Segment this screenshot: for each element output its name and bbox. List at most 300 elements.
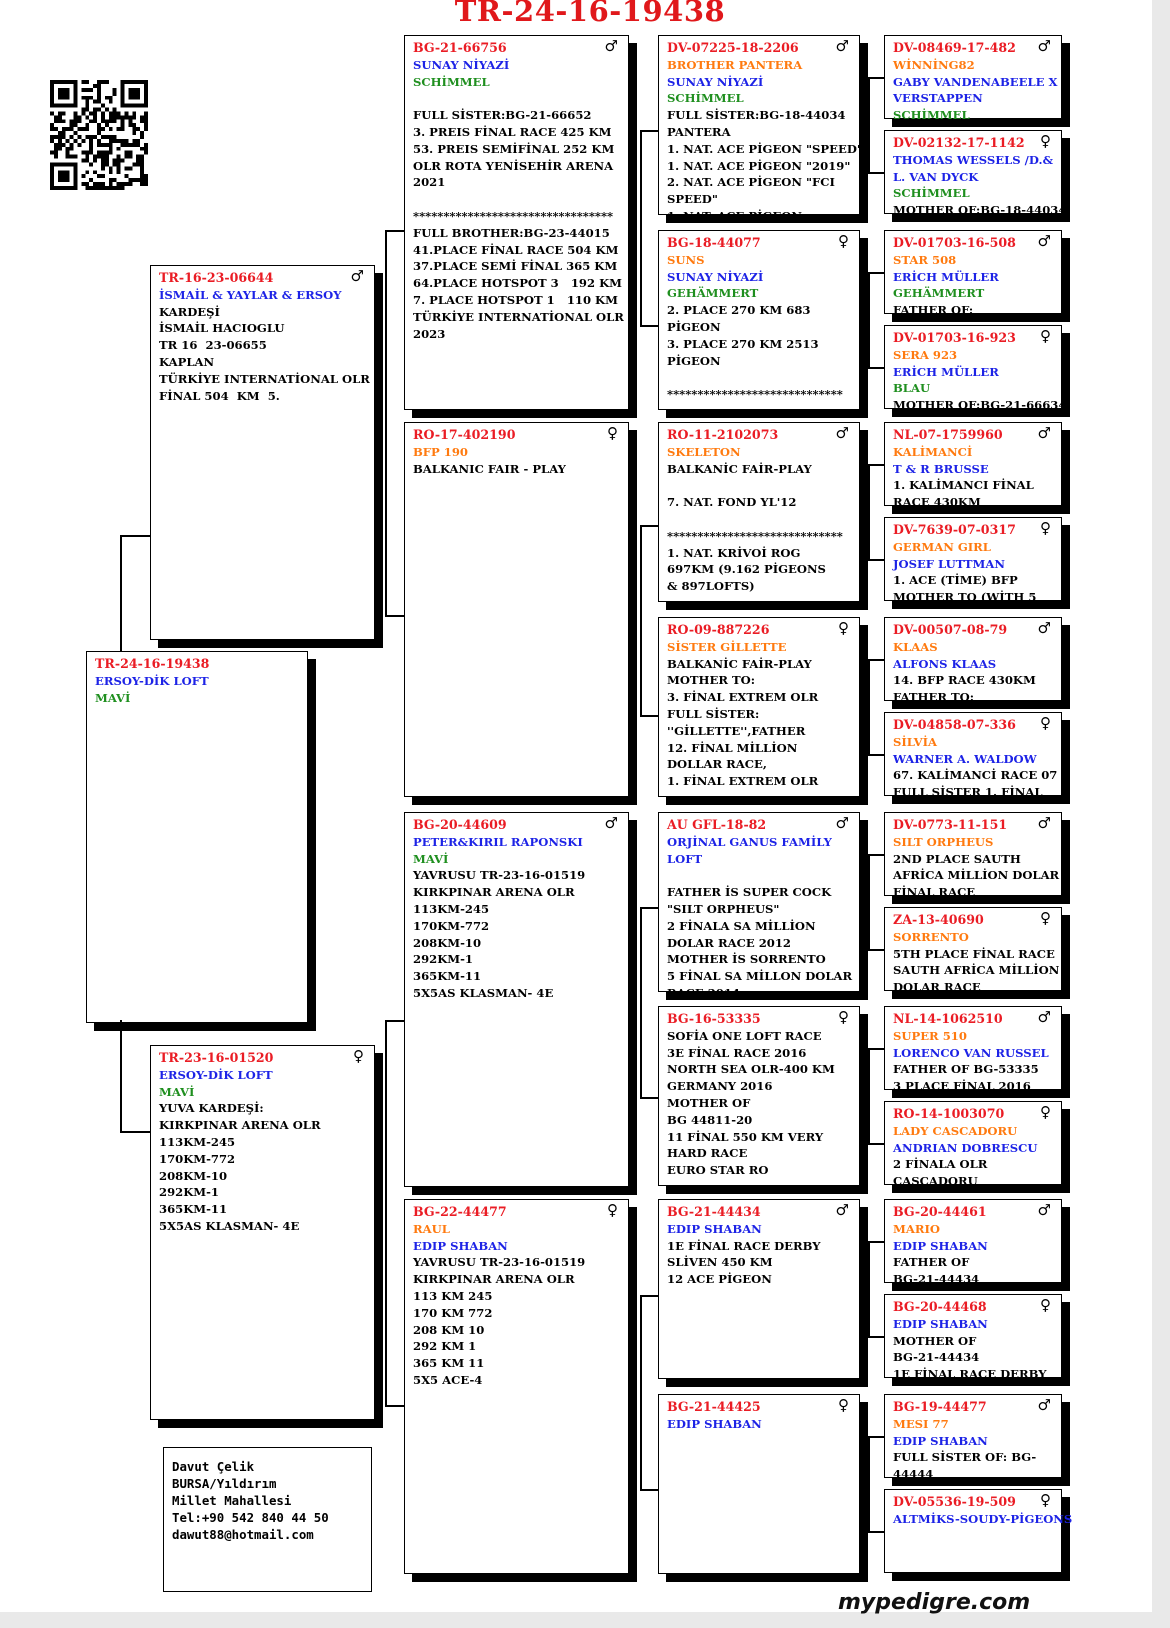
info-line: AFRİCA MİLLİON DOLAR xyxy=(893,868,1060,883)
male-symbol-icon: ♂ xyxy=(604,814,618,832)
breeder-phone[interactable]: Tel:+90 542 840 44 50 xyxy=(172,1510,329,1525)
info-line: 44444 xyxy=(893,1467,934,1482)
owner-text: EDIP SHABAN xyxy=(667,1416,762,1431)
pigeon-name: KALİMANCİ xyxy=(893,444,973,459)
pigeon-name: SERA 923 xyxy=(893,347,958,362)
info-line: 1. ACE (TİME) BFP xyxy=(893,573,1018,588)
info-line: KIRKPINAR ARENA OLR xyxy=(159,1118,321,1133)
connector-line xyxy=(120,1020,122,1131)
info-line: 1E FİNAL RACE DERBY xyxy=(667,1238,821,1253)
info-line: 113KM-245 xyxy=(413,901,490,916)
connector-line xyxy=(120,1131,150,1133)
info-line: 365 KM 11 xyxy=(413,1356,485,1371)
info-line: TÜRKİYE INTERNATİONAL OLR xyxy=(159,371,370,386)
info-line: 5 FİNAL SA MİLLON DOLAR xyxy=(667,969,853,984)
info-line: 3 PLACE FİNAL 2016 xyxy=(893,1079,1031,1094)
ring-number: BG-16-53335 xyxy=(667,1011,761,1026)
info-line: PANTERA xyxy=(667,124,731,139)
owner-text: SUNAY NİYAZİ xyxy=(413,57,510,72)
info-line xyxy=(667,867,853,884)
connector-line xyxy=(868,464,870,559)
ring-number: DV-04858-07-336 xyxy=(893,717,1016,732)
connector-line xyxy=(868,77,884,79)
pedigree-card-h9[interactable] xyxy=(884,812,1062,900)
connector-line xyxy=(385,230,404,232)
info-line xyxy=(667,477,853,494)
ring-number: TR-24-16-19438 xyxy=(95,656,210,671)
info-line: ***************************** xyxy=(667,387,843,402)
info-line: 14. BFP RACE 430KM xyxy=(893,673,1036,688)
info-line: 113 KM 245 xyxy=(413,1288,493,1303)
connector-line xyxy=(640,325,658,327)
info-line: FULL SİSTER OF: BG- xyxy=(893,1450,1037,1465)
info-line: 5TH PLACE FİNAL RACE xyxy=(893,946,1055,961)
owner-text: EDIP SHABAN xyxy=(667,1221,762,1236)
female-symbol-icon: ♀ xyxy=(1040,327,1051,345)
ring-number: RO-14-1003070 xyxy=(893,1106,1005,1121)
female-symbol-icon: ♀ xyxy=(838,1008,849,1026)
ring-number: DV-05536-19-509 xyxy=(893,1494,1016,1509)
pedigree-card-h11[interactable] xyxy=(884,1006,1062,1094)
connector-line xyxy=(868,1531,884,1533)
breeder-contact-box xyxy=(163,1447,372,1592)
connector-line xyxy=(868,659,870,754)
qr-code[interactable] xyxy=(50,80,148,190)
info-line: 365KM-11 xyxy=(413,969,482,984)
connector-line xyxy=(640,525,658,527)
owner-text: ANDRIAN DOBRESCU xyxy=(893,1140,1038,1155)
owner-text: EDIP SHABAN xyxy=(413,1238,508,1253)
info-line: MOTHER TO: xyxy=(667,673,756,688)
pedigree-card-h16[interactable] xyxy=(884,1489,1073,1573)
female-symbol-icon: ♀ xyxy=(1040,714,1051,732)
info-line: 5X5AS KLASMAN- 4E xyxy=(413,985,554,1000)
owner-text: ERİCH MÜLLER xyxy=(893,364,999,379)
connector-line xyxy=(868,464,884,466)
pedigree-card-h7[interactable] xyxy=(884,617,1062,705)
ring-number: DV-07225-18-2206 xyxy=(667,40,799,55)
info-line: 292KM-1 xyxy=(159,1185,219,1200)
info-line: 208 KM 10 xyxy=(413,1322,485,1337)
pedigree-card-g4[interactable] xyxy=(658,617,860,797)
female-symbol-icon: ♀ xyxy=(1040,1491,1051,1509)
connector-line xyxy=(640,525,642,715)
owner-text: ERSOY-DİK LOFT xyxy=(95,673,209,688)
pigeon-name: SİSTER GİLLETTE xyxy=(667,639,787,654)
info-line: 3E FİNAL RACE 2016 xyxy=(667,1045,807,1060)
ring-number: DV-01703-16-508 xyxy=(893,235,1016,250)
pigeon-name: BFP 190 xyxy=(413,444,468,459)
ring-number: TR-23-16-01520 xyxy=(159,1050,274,1065)
info-line: 12 ACE PİGEON xyxy=(667,1272,772,1287)
owner-text: EDIP SHABAN xyxy=(893,1316,988,1331)
ring-number: DV-7639-07-0317 xyxy=(893,522,1016,537)
info-line xyxy=(667,369,853,386)
info-line: FATHER OF BG-53335 xyxy=(893,1062,1039,1077)
info-line: 292 KM 1 xyxy=(413,1339,477,1354)
info-line: 41.PLACE FİNAL RACE 504 KM xyxy=(413,242,619,257)
ring-number: BG-19-44477 xyxy=(893,1399,987,1414)
owner-text: SUNAY NİYAZİ xyxy=(667,269,764,284)
ring-number: BG-20-44468 xyxy=(893,1299,987,1314)
info-line: RACE 430KM xyxy=(893,495,981,510)
info-line: 5X5 ACE-4 xyxy=(413,1372,483,1387)
ring-number: RO-09-887226 xyxy=(667,622,770,637)
pedigree-card-sire[interactable] xyxy=(150,265,375,640)
pedigree-card-subject[interactable] xyxy=(86,651,308,1023)
pedigree-card-h6[interactable] xyxy=(884,517,1062,605)
pigeon-name: SUPER 510 xyxy=(893,1028,967,1043)
pigeon-name: BROTHER PANTERA xyxy=(667,57,803,72)
color-text: SCHİMMEL xyxy=(667,91,744,106)
pedigree-card-g5[interactable] xyxy=(658,812,860,1000)
connector-line xyxy=(385,1020,387,1405)
info-line: 2021 xyxy=(413,175,446,190)
connector-line xyxy=(385,1020,404,1022)
male-symbol-icon: ♂ xyxy=(1037,232,1051,250)
connector-line xyxy=(120,535,150,537)
owner-text: ERSOY-DİK LOFT xyxy=(159,1067,273,1082)
pigeon-name: LADY CASCADORU xyxy=(893,1123,1018,1138)
info-line: FULL BROTHER:BG-23-44015 xyxy=(413,225,610,240)
footer-brand[interactable]: mypedigre.com xyxy=(838,1590,1031,1615)
info-line: 292KM-1 xyxy=(413,952,473,967)
info-line xyxy=(667,595,853,612)
pedigree-card-g6[interactable] xyxy=(658,1006,860,1186)
info-line: FULL SİSTER:BG-21-66652 xyxy=(413,108,592,123)
info-line: 365KM-11 xyxy=(159,1202,228,1217)
pedigree-card-dam[interactable] xyxy=(150,1045,375,1420)
info-line: FİNAL 504 KM 5. xyxy=(159,388,280,403)
owner-text: EDIP SHABAN xyxy=(893,1433,988,1448)
ring-number: DV-08469-17-482 xyxy=(893,40,1016,55)
female-symbol-icon: ♀ xyxy=(838,232,849,250)
male-symbol-icon: ♂ xyxy=(1037,424,1051,442)
info-line: YAVRUSU TR-23-16-01519 xyxy=(413,868,586,883)
ring-number: NL-07-1759960 xyxy=(893,427,1003,442)
ring-number: RO-17-402190 xyxy=(413,427,516,442)
breeder-name: Davut Çelik xyxy=(172,1459,255,1474)
pedigree-card-h5[interactable] xyxy=(884,422,1062,510)
info-line: 170KM-772 xyxy=(159,1151,236,1166)
info-line: "SILT ORPHEUS" xyxy=(667,901,780,916)
info-line: MOTHER İS SORRENTO xyxy=(667,952,826,967)
info-line: BG-21-44434 xyxy=(893,1350,980,1365)
male-symbol-icon: ♂ xyxy=(835,424,849,442)
owner-text: EDIP SHABAN xyxy=(893,1238,988,1253)
owner-text: PETER&KIRIL RAPONSKI xyxy=(413,834,583,849)
ring-number: RO-11-2102073 xyxy=(667,427,779,442)
male-symbol-icon: ♂ xyxy=(835,1201,849,1219)
color-text: SCHİMMEL xyxy=(413,74,490,89)
info-line: SOFİA ONE LOFT RACE xyxy=(667,1028,822,1043)
pigeon-name: SKELETON xyxy=(667,444,741,459)
info-line: BALKANİC FAİR-PLAY xyxy=(667,656,812,671)
owner-text: WARNER A. WALDOW xyxy=(893,751,1037,766)
info-line: 12. FİNAL MİLLİON xyxy=(667,740,798,755)
ring-number: DV-0773-11-151 xyxy=(893,817,1008,832)
info-line: BALKANIC FAIR - PLAY xyxy=(413,461,566,476)
connector-line xyxy=(868,1241,884,1243)
info-line: 7. PLACE HOTSPOT 1 110 KM xyxy=(413,292,618,307)
info-line: 2. NAT. ACE PİGEON "FCI xyxy=(667,175,835,190)
female-symbol-icon: ♀ xyxy=(353,1047,364,1065)
color-text: GEHÄMMERT xyxy=(667,286,759,301)
color-text: SCHİMMEL xyxy=(893,186,970,201)
info-line: 11 FİNAL 550 KM VERY xyxy=(667,1129,824,1144)
info-line: ''GİLLETTE'',FATHER xyxy=(667,723,806,738)
breeder-city: BURSA/Yıldırım xyxy=(172,1476,277,1491)
ring-number: BG-20-44609 xyxy=(413,817,507,832)
info-line: 7. NAT. FOND YL'12 xyxy=(667,495,797,510)
info-line xyxy=(413,191,622,208)
info-line: FULL SİSTER: xyxy=(667,706,760,721)
connector-line xyxy=(868,1436,884,1438)
color-text: MAVİ xyxy=(95,690,131,705)
info-line: ********************************* xyxy=(413,208,614,223)
info-line: 3. FİNAL EXTREM OLR xyxy=(667,690,819,705)
info-line: 2 FİNALA SA MİLLİON xyxy=(667,918,816,933)
male-symbol-icon: ♂ xyxy=(1037,1201,1051,1219)
info-line: 3. PREIS FİNAL RACE 425 KM xyxy=(413,124,612,139)
female-symbol-icon: ♀ xyxy=(1040,1296,1051,1314)
connector-line xyxy=(385,1405,404,1407)
connector-line xyxy=(640,1295,658,1297)
connector-line xyxy=(868,367,884,369)
ring-number: BG-21-66756 xyxy=(413,40,507,55)
pigeon-name: SILT ORPHEUS xyxy=(893,834,994,849)
info-line: BG 44811-20 xyxy=(667,1112,753,1127)
info-line: KARDEŞİ xyxy=(159,304,220,319)
info-line: 1. FİNAL EXTREM OLR xyxy=(667,774,819,789)
pedigree-card-dd[interactable] xyxy=(404,1199,629,1574)
pigeon-name: KLAAS xyxy=(893,639,938,654)
pedigree-card-g1[interactable] xyxy=(658,35,863,223)
info-line: FULL SİSTER 1. FİNAL xyxy=(893,785,1043,800)
owner-text: THOMAS WESSELS /D.& xyxy=(893,152,1054,167)
pedigree-card-h3[interactable] xyxy=(884,230,1062,318)
info-line: BG-21-44434 xyxy=(893,1272,980,1287)
pigeon-name: GERMAN GIRL xyxy=(893,539,991,554)
male-symbol-icon: ♂ xyxy=(835,37,849,55)
male-symbol-icon: ♂ xyxy=(1037,37,1051,55)
breeder-address: Millet Mahallesi xyxy=(172,1493,292,1508)
pedigree-card-ss[interactable] xyxy=(404,35,629,410)
male-symbol-icon: ♂ xyxy=(1037,1396,1051,1414)
female-symbol-icon: ♀ xyxy=(1040,132,1051,150)
connector-line xyxy=(868,1241,870,1336)
ring-number: BG-21-44425 xyxy=(667,1399,761,1414)
connector-line xyxy=(868,1048,884,1050)
connector-line xyxy=(640,715,658,717)
info-line: 113KM-245 xyxy=(159,1134,236,1149)
connector-line xyxy=(868,949,884,951)
info-line: GERMANY 2016 xyxy=(667,1079,773,1094)
info-line: MOTHER OF xyxy=(893,1333,977,1348)
owner-text: JOSEF LUTTMAN xyxy=(893,556,1005,571)
connector-line xyxy=(868,1143,884,1145)
pigeon-name: WİNNİNG82 xyxy=(893,57,975,72)
connector-line xyxy=(868,659,884,661)
info-line: DOLAR RACE 2012 xyxy=(667,935,791,950)
pedigree-card-h8[interactable] xyxy=(884,712,1062,800)
connector-line xyxy=(868,77,870,172)
connector-line xyxy=(640,130,658,132)
info-line: 3. PLACE 270 KM 2513 xyxy=(667,336,819,351)
pedigree-card-h1[interactable] xyxy=(884,35,1062,123)
info-line: MOTHER OF:BG-21-66634 xyxy=(893,398,1067,413)
pedigree-card-g8[interactable] xyxy=(658,1394,860,1574)
info-line: FATHER TO: xyxy=(893,690,975,705)
info-line: 2 FİNALA OLR xyxy=(893,1157,988,1172)
connector-line xyxy=(868,1048,870,1143)
breeder-email[interactable]: dawut88@hotmail.com xyxy=(172,1527,314,1542)
owner-text: ORJİNAL GANUS FAMİLY xyxy=(667,834,832,849)
owner-text: ERİCH MÜLLER xyxy=(893,269,999,284)
info-line: KIRKPINAR ARENA OLR xyxy=(413,885,575,900)
female-symbol-icon: ♀ xyxy=(1040,519,1051,537)
pedigree-card-h15[interactable] xyxy=(884,1394,1062,1482)
connector-line xyxy=(640,130,642,325)
owner-text: İSMAİL & YAYLAR & ERSOY xyxy=(159,287,342,302)
page-title: TR-24-16-19438 xyxy=(454,0,726,28)
owner-text: ALFONS KLAAS xyxy=(893,656,997,671)
info-line: 1E FİNAL RACE DERBY xyxy=(893,1367,1047,1382)
info-line: OLR ROTA YENİSEHİR ARENA xyxy=(413,158,614,173)
male-symbol-icon: ♂ xyxy=(1037,814,1051,832)
connector-line xyxy=(640,907,658,909)
connector-line xyxy=(120,535,122,651)
connector-line xyxy=(385,230,387,615)
connector-line xyxy=(868,172,884,174)
info-line: FATHER İS SUPER COCK xyxy=(667,885,832,900)
ring-number: BG-20-44461 xyxy=(893,1204,987,1219)
male-symbol-icon: ♂ xyxy=(350,267,364,285)
ring-number: BG-18-44077 xyxy=(667,235,761,250)
owner-text: T & R BRUSSE xyxy=(893,461,989,476)
info-line: 2. PLACE 270 KM 683 xyxy=(667,303,811,318)
female-symbol-icon: ♀ xyxy=(1040,909,1051,927)
ring-number: TR-16-23-06644 xyxy=(159,270,274,285)
info-line: DOLLAR RACE, xyxy=(667,757,767,772)
info-line: EURO STAR RO xyxy=(667,1163,769,1178)
ring-number: DV-00507-08-79 xyxy=(893,622,1008,637)
info-line xyxy=(667,511,853,528)
owner-text: SUNAY NİYAZİ xyxy=(667,74,764,89)
info-line: NORTH SEA OLR-400 KM xyxy=(667,1062,835,1077)
connector-line xyxy=(868,272,870,367)
info-line: PİGEON xyxy=(667,319,721,334)
info-line: HARD RACE xyxy=(667,1146,748,1161)
info-line: 170 KM 772 xyxy=(413,1305,493,1320)
pedigree-card-sd[interactable] xyxy=(404,422,629,797)
info-line: FİNAL RACE xyxy=(893,885,976,900)
ring-number: ZA-13-40690 xyxy=(893,912,984,927)
pedigree-card-h13[interactable] xyxy=(884,1199,1062,1287)
color-text: MAVİ xyxy=(413,851,449,866)
connector-line xyxy=(868,272,884,274)
pigeon-name: SİLVİA xyxy=(893,734,937,749)
pedigree-card-h10[interactable] xyxy=(884,907,1062,995)
info-line: SPEED" xyxy=(667,192,718,207)
info-line: 67. KALİMANCİ RACE 07 xyxy=(893,768,1058,783)
info-line: MOTHER OF:BG-18-44034 xyxy=(893,203,1067,218)
pigeon-name: STAR 508 xyxy=(893,252,957,267)
info-line: 208KM-10 xyxy=(159,1168,228,1183)
info-line: 170KM-772 xyxy=(413,918,490,933)
male-symbol-icon: ♂ xyxy=(1037,1008,1051,1026)
connector-line xyxy=(868,854,870,949)
owner-text: LOFT xyxy=(667,851,703,866)
info-line: İSMAİL HACIOGLU xyxy=(159,321,285,336)
info-line: 2023 xyxy=(413,326,446,341)
connector-line xyxy=(640,1489,658,1491)
pedigree-card-h12[interactable] xyxy=(884,1101,1062,1189)
female-symbol-icon: ♀ xyxy=(838,619,849,637)
ring-number: NL-14-1062510 xyxy=(893,1011,1003,1026)
pedigree-card-ds[interactable] xyxy=(404,812,629,1187)
info-line: KIRKPINAR ARENA OLR xyxy=(413,1272,575,1287)
pedigree-card-g3[interactable] xyxy=(658,422,860,602)
info-line: FULL SİSTER:BG-18-44034 xyxy=(667,108,846,123)
connector-line xyxy=(640,907,642,1097)
ring-number: BG-22-44477 xyxy=(413,1204,507,1219)
pedigree-card-h2[interactable] xyxy=(884,130,1067,218)
owner-text: L. VAN DYCK xyxy=(893,169,979,184)
male-symbol-icon: ♂ xyxy=(604,37,618,55)
info-line: 697KM (9.162 PİGEONS xyxy=(667,562,826,577)
pedigree-card-g7[interactable] xyxy=(658,1199,860,1379)
info-line: & 897LOFTS) xyxy=(667,579,755,594)
female-symbol-icon: ♀ xyxy=(607,1201,618,1219)
info-line: DOLAR RACE xyxy=(893,980,981,995)
info-line: 1. NAT. KRİVOİ ROG xyxy=(667,545,801,560)
connector-line xyxy=(868,854,884,856)
connector-line xyxy=(640,1295,642,1489)
ring-number: AU GFL-18-82 xyxy=(667,817,767,832)
info-line: MOTHER TO (WİTH 5 xyxy=(893,590,1037,605)
ring-number: DV-02132-17-1142 xyxy=(893,135,1025,150)
info-line: SLİVEN 450 KM xyxy=(667,1255,773,1270)
male-symbol-icon: ♂ xyxy=(1037,619,1051,637)
info-line: TÜRKİYE INTERNATİONAL OLR xyxy=(413,309,624,324)
info-line: 208KM-10 xyxy=(413,935,482,950)
info-line: 2ND PLACE SAUTH xyxy=(893,851,1021,866)
color-text: MAVİ xyxy=(159,1084,195,1099)
pigeon-name: MARIO xyxy=(893,1221,940,1236)
owner-text: VERSTAPPEN xyxy=(893,91,983,106)
info-line: 53. PREIS SEMİFİNAL 252 KM xyxy=(413,141,615,156)
info-line: MOTHER OF xyxy=(667,1095,751,1110)
info-line: 1. KALİMANCI FİNAL xyxy=(893,478,1034,493)
info-line: 5X5AS KLASMAN- 4E xyxy=(159,1218,300,1233)
info-line: YAVRUSU TR-23-16-01519 xyxy=(413,1255,586,1270)
owner-text: ALTMİKS-SOUDY-PİGEONS xyxy=(893,1511,1073,1526)
info-line xyxy=(413,90,622,107)
info-line: 1. NAT. ACE PİGEON "2019" xyxy=(667,158,851,173)
info-line: 64.PLACE HOTSPOT 3 192 KM xyxy=(413,276,622,291)
info-line xyxy=(667,403,853,420)
pedigree-card-h4[interactable] xyxy=(884,325,1067,413)
ring-number: DV-01703-16-923 xyxy=(893,330,1016,345)
info-line: BALKANİC FAİR-PLAY xyxy=(667,461,812,476)
female-symbol-icon: ♀ xyxy=(1040,1103,1051,1121)
pedigree-card-h14[interactable] xyxy=(884,1294,1062,1382)
female-symbol-icon: ♀ xyxy=(838,1396,849,1414)
pigeon-name: RAUL xyxy=(413,1221,450,1236)
info-line: 1. NAT. ACE PİGEON "SPEED" xyxy=(667,141,863,156)
pedigree-card-g2[interactable] xyxy=(658,230,860,410)
